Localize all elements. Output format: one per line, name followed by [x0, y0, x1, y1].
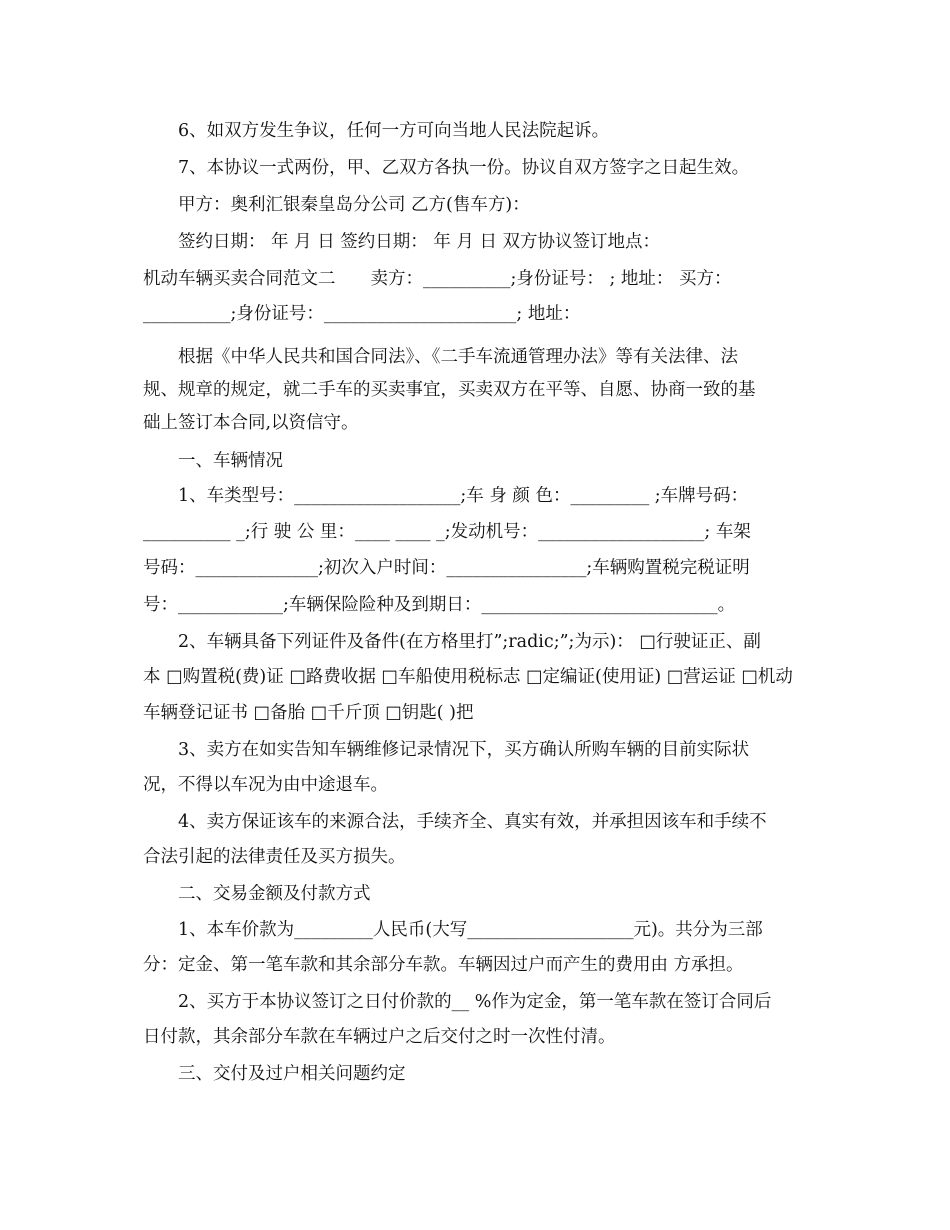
payment-line-2: 日付款，其余部分车款在车辆过户之后交付之时一次性付清。: [143, 1027, 616, 1047]
preamble-line-3: 础上签订本合同,以资信守。: [143, 413, 359, 433]
vehicle-info-line-2: __________ _;行 驶 公 里：____ ____ _;发动机号：___________________; 车架: [143, 522, 751, 542]
vehicle-info-line-3: 号码：______________;初次入户时间：________________;车辆购置税完税证明: [143, 558, 750, 578]
clause-4-line-1: 4、卖方保证该车的来源合法，手续齐全、真实有效，并承担因该车和手续不: [178, 812, 767, 832]
vehicle-info-line-1: 1、车类型号：___________________;车 身 颜 色：_________ ;车牌号码：: [178, 486, 749, 506]
party-names-line: 甲方：奥利汇银秦皇岛分公司 乙方(售车方)：: [178, 195, 530, 215]
buyer-info-line: __________;身份证号：______________________; 地址：: [143, 304, 581, 324]
clause-6-line: 6、如双方发生争议，任何一方可向当地人民法院起诉。: [178, 121, 610, 141]
section-2-heading: 二、交易金额及付款方式: [178, 884, 371, 904]
preamble-line-2: 规、规章的规定，就二手车的买卖事宜，买卖双方在平等、自愿、协商一致的基: [143, 380, 756, 400]
preamble-line-1: 根据《中华人民共和国合同法》、《二手车流通管理办法》等有关法律、法: [178, 347, 738, 367]
price-line-2: 分：定金、第一笔车款和其余部分车款。车辆因过户而产生的费用由 方承担。: [143, 955, 744, 975]
vehicle-info-line-4: 号：____________;车辆保险险种及到期日：___________________________。: [143, 595, 736, 615]
contract-title-line: 机动车辆买卖合同范文二 卖方：__________;身份证号： ; 地址： 买方：: [143, 269, 732, 289]
documents-line-3: 车辆登记证书 □备胎 □千斤顶 □钥匙( )把: [143, 703, 474, 723]
clause-3-line-2: 况，不得以车况为由中途退车。: [143, 775, 388, 795]
section-1-heading: 一、车辆情况: [178, 451, 283, 471]
price-line-1: 1、本车价款为_________人民币(大写___________________元)。共分为三部: [178, 920, 763, 940]
signing-date-line: 签约日期： 年 月 日 签约日期： 年 月 日 双方协议签订地点：: [178, 232, 661, 252]
documents-line-1: 2、车辆具备下列证件及备件(在方格里打”;radic;”;为示)： □行驶证正、副: [178, 632, 761, 652]
documents-line-2: 本 □购置税(费)证 □路费收据 □车船使用税标志 □定编证(使用证) □营运证 □机动: [143, 667, 793, 687]
clause-7-line: 7、本协议一式两份，甲、乙双方各执一份。协议自双方签字之日起生效。: [178, 158, 750, 178]
section-3-heading: 三、交付及过户相关问题约定: [178, 1064, 406, 1084]
clause-3-line-1: 3、卖方在如实告知车辆维修记录情况下，买方确认所购车辆的目前实际状: [178, 740, 750, 760]
clause-4-line-2: 合法引起的法律责任及买方损失。: [143, 847, 406, 867]
payment-line-1: 2、买方于本协议签订之日付价款的__ %作为定金，第一笔车款在签订合同后: [178, 992, 772, 1012]
